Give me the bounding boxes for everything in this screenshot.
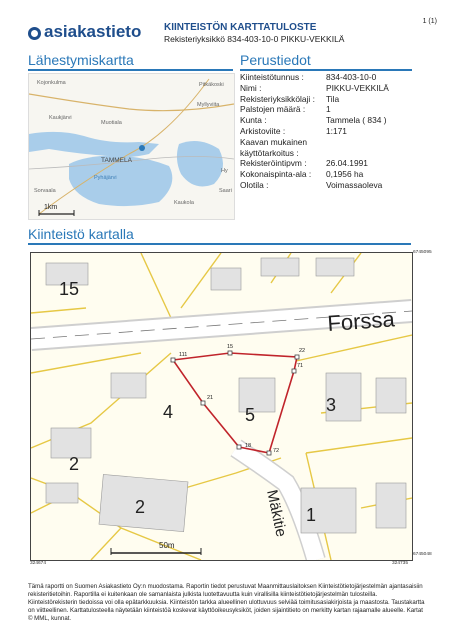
coord-bottom-mid: 324735 (392, 561, 409, 566)
map-section-title: Kiinteistö kartalla (28, 226, 134, 242)
property-map (30, 252, 413, 561)
info-row (240, 94, 412, 105)
footer-disclaimer: Tämä raportti on Suomen Asiakastieto Oy:n muodostama. Raportin tiedot perustuvat Maanmittauslaitoksen Kiinteistötietojärjestelmän ajantasaisiin rekisteritietoihin. Raportilla ei kuitenkaan ole samanlaista julkista luotettavuutta kuin virallisilla kiinteistötietojärjestelmän tulosteilla. Kiinteistörekisterin tiedoissa voi olla epätarkkuuksia. Kiinteistön tarkka alueellinen ulottuvuus selviää toimitusasiakirjoista ja maastosta. Taustakartta on viitteellinen. Karttatulosteella näytetään kiinteistöä koskevat käyttöoikeusyksiköt, joiden sijaintitieto on merkitty kartan rajaamalle alueelle. Kartat © MML, kunnat. (28, 583, 425, 623)
parcel-number: 3 (326, 395, 337, 415)
info-value: 1 (326, 104, 331, 115)
info-row (240, 104, 412, 115)
boundary-point-label: 18 (245, 443, 252, 449)
map-divider (28, 243, 411, 245)
overview-divider (28, 69, 233, 71)
place-label: Hy (221, 168, 228, 174)
place-label: Sorvaala (34, 188, 56, 194)
boundary-point-label: 72 (273, 448, 280, 454)
brand-logo (28, 22, 141, 42)
info-label: Kunta : (240, 115, 267, 126)
page-number: 1 (1) (422, 18, 437, 25)
info-row (240, 126, 412, 137)
info-row (240, 83, 412, 94)
map-scale-label: 50m (159, 541, 175, 550)
place-label: Saari (219, 188, 232, 194)
place-label: Kaukola (174, 200, 194, 206)
document-subtitle: Rekisteriyksikkö 834-403-10-0 PIKKU-VEKKILÄ (164, 34, 345, 44)
info-divider (240, 69, 412, 71)
brand-name: asiakastieto (44, 22, 142, 41)
parcel-number: 4 (163, 402, 174, 422)
info-value (326, 137, 412, 148)
info-value: Tammela ( 834 ) (326, 115, 387, 126)
info-section-title: Perustiedot (240, 52, 311, 68)
document-title: KIINTEISTÖN KARTTATULOSTE (164, 22, 317, 33)
overview-map-graphic (29, 74, 234, 219)
property-map-graphic (31, 253, 412, 560)
info-label: Palstojen määrä : (240, 104, 306, 115)
info-label: Kaavan mukainen (240, 136, 308, 147)
info-value: 26.04.1991 (326, 158, 368, 169)
boundary-point-label: 111 (179, 352, 188, 358)
info-value: 834-403-10-0 (326, 72, 377, 82)
info-row (240, 137, 412, 148)
place-label: Myllyviita (197, 102, 220, 108)
info-row (240, 72, 412, 83)
parcel-number: 5 (245, 405, 256, 425)
info-value: Voimassaoleva (326, 179, 383, 190)
parcel-number: 2 (135, 497, 146, 517)
place-label: Pyhäjärvi (94, 175, 117, 181)
info-row (240, 158, 412, 169)
overview-map (28, 73, 235, 220)
info-label: käyttötarkoitus : (240, 147, 299, 158)
info-row (240, 180, 412, 191)
parcel-number: 2 (69, 454, 80, 474)
boundary-point-label: 21 (207, 395, 214, 401)
parcel-number: 15 (59, 279, 80, 299)
property-info-table (240, 72, 412, 191)
boundary-point-label: 22 (299, 348, 306, 354)
info-row (240, 169, 412, 180)
info-label: Rekisteriyksikkölaji : (240, 93, 315, 104)
coord-top-right: 6745095 (413, 250, 432, 255)
road-label: Mäkitie (263, 488, 290, 539)
info-label: Arkistoviite : (240, 125, 286, 136)
info-value: Tila (326, 93, 340, 104)
info-value (326, 148, 412, 159)
info-value: 1:171 (326, 125, 347, 136)
coord-bottom-right: 6745048 (413, 552, 432, 557)
info-label: Nimi : (240, 82, 262, 93)
info-row (240, 115, 412, 126)
place-label: TAMMELA (101, 157, 132, 164)
info-row (240, 148, 412, 159)
place-label: Kaukjärvi (49, 115, 72, 121)
road-label: Forssa (326, 306, 396, 336)
place-label: Muotiala (101, 120, 122, 126)
place-label: Kojonkulma (37, 80, 66, 86)
place-label: Pitkäkoski (199, 82, 224, 88)
location-pin-icon (28, 27, 41, 40)
info-label: Kiinteistötunnus : (240, 72, 304, 82)
info-label: Kokonaispinta-ala : (240, 169, 312, 180)
boundary-point-label: 71 (297, 363, 304, 369)
overview-section-title: Lähestymiskartta (28, 52, 134, 68)
info-value: PIKKU-VEKKILÄ (326, 82, 389, 93)
info-value: 0,1956 ha (326, 169, 364, 180)
info-label: Rekisteröintipvm : (240, 158, 307, 169)
parcel-number: 1 (306, 505, 317, 525)
overview-scale-label: 1km (44, 204, 58, 211)
coord-bottom-left: 324674 (30, 561, 47, 566)
info-label: Olotila : (240, 179, 269, 190)
boundary-point-label: 15 (227, 344, 234, 350)
